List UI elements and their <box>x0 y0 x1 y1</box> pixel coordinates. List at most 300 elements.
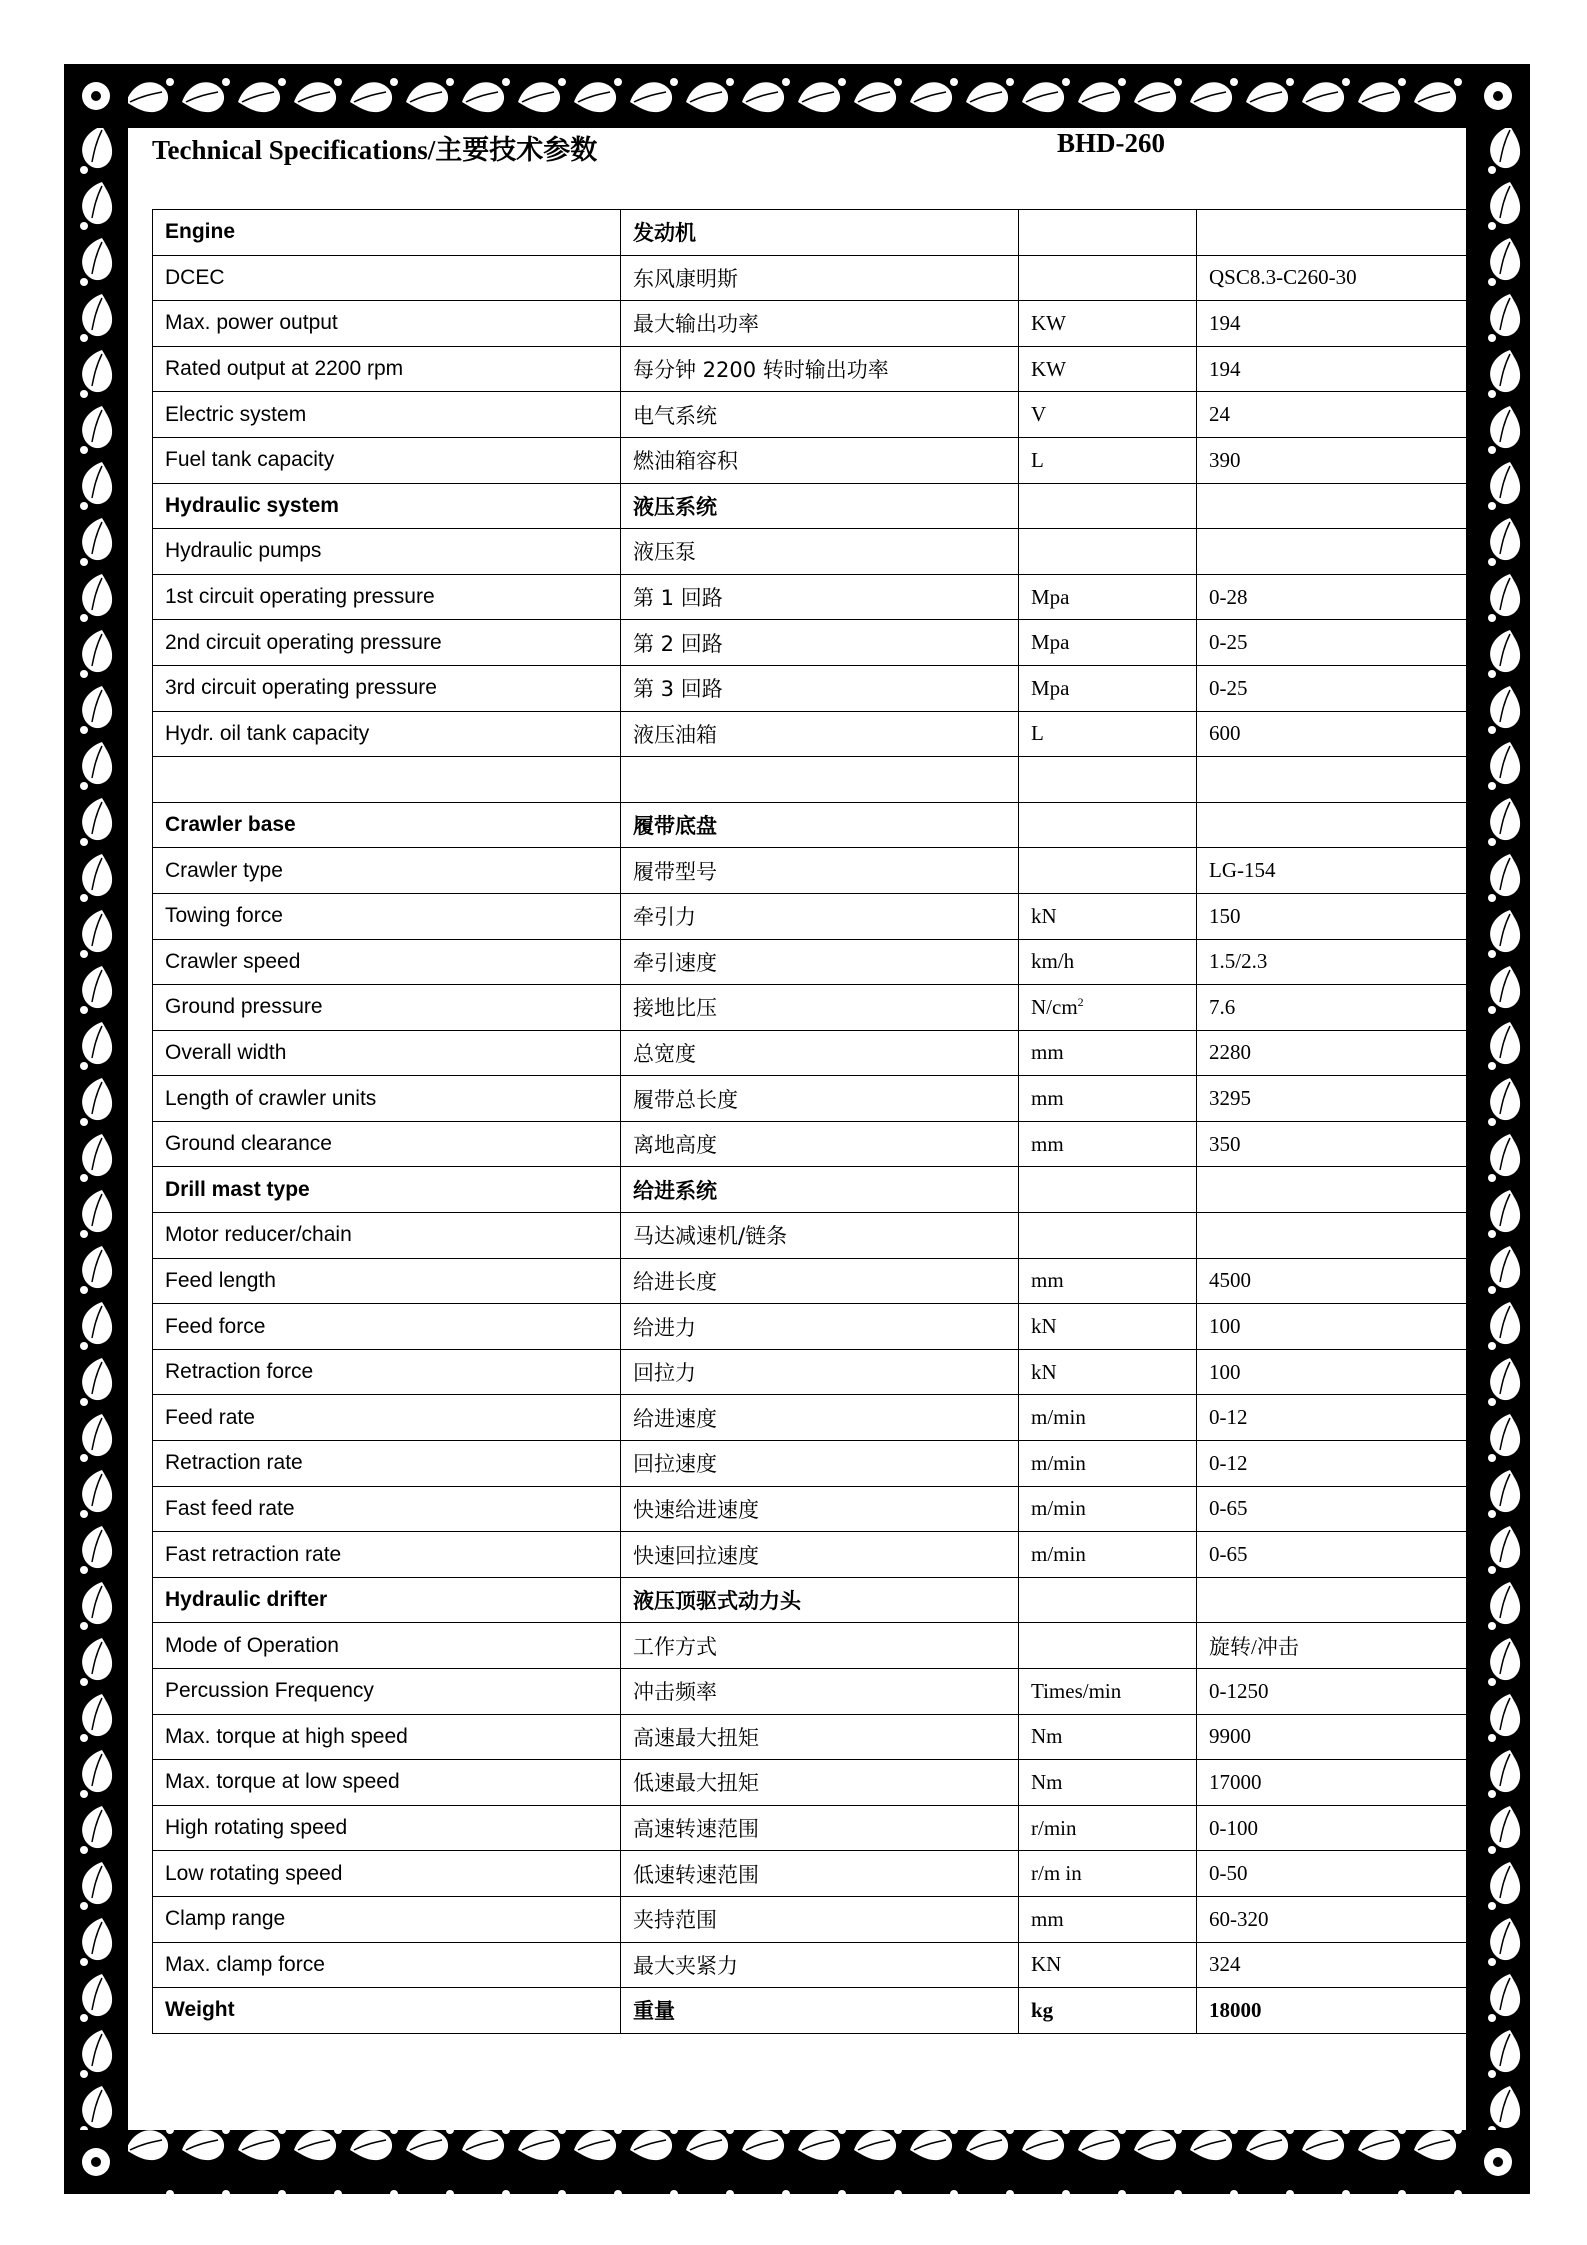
value-cell <box>1197 757 1468 803</box>
parameter-chinese-cell-text: 高速最大扭矩 <box>633 1725 759 1750</box>
parameter-chinese-cell-text: 低速转速范围 <box>633 1862 759 1887</box>
unit-cell-text: N/cm <box>1031 994 1078 1019</box>
unit-cell-text: kN <box>1031 1359 1057 1384</box>
table-row <box>153 1349 1468 1395</box>
value-cell-text: 9900 <box>1209 1724 1251 1749</box>
unit-cell <box>1019 1349 1197 1395</box>
unit-cell <box>1019 574 1197 620</box>
unit-cell <box>1019 1851 1197 1897</box>
unit-cell-text: mm <box>1031 1040 1064 1065</box>
parameter-chinese-cell-text: 高速转速范围 <box>633 1817 759 1842</box>
parameter-chinese-cell-text: 液压泵 <box>633 540 696 565</box>
parameter-chinese-cell <box>621 1669 1019 1715</box>
parameter-name-cell <box>153 1441 621 1487</box>
value-cell <box>1197 1349 1468 1395</box>
parameter-name-cell-text: Length of crawler units <box>165 1086 377 1110</box>
value-cell <box>1197 802 1468 848</box>
value-cell-text: 3295 <box>1209 1086 1251 1111</box>
value-cell-text: 24 <box>1209 402 1230 427</box>
table-row <box>153 939 1468 985</box>
table-row <box>153 893 1468 939</box>
parameter-chinese-cell <box>621 1805 1019 1851</box>
unit-cell-text: Mpa <box>1031 584 1070 609</box>
parameter-name-cell <box>153 1851 621 1897</box>
table-row <box>153 1623 1468 1669</box>
parameter-chinese-cell-text: 回拉力 <box>633 1361 696 1386</box>
unit-cell <box>1019 1577 1197 1623</box>
unit-cell-text: KN <box>1031 1952 1062 1977</box>
parameter-chinese-cell <box>621 1076 1019 1122</box>
parameter-chinese-cell-text: 快速给进速度 <box>633 1497 759 1522</box>
parameter-name-cell <box>153 255 621 301</box>
unit-cell <box>1019 1030 1197 1076</box>
parameter-name-cell-text: Percussion Frequency <box>165 1679 374 1703</box>
unit-cell-text: Times/min <box>1031 1678 1122 1703</box>
parameter-chinese-cell-text: 最大夹紧力 <box>633 1953 738 1978</box>
parameter-chinese-cell <box>621 985 1019 1031</box>
table-row <box>153 1942 1468 1988</box>
unit-cell <box>1019 848 1197 894</box>
parameter-name-cell-text: Weight <box>165 1998 235 2022</box>
value-cell <box>1197 1441 1468 1487</box>
parameter-chinese-cell-text: 液压系统 <box>633 494 717 519</box>
parameter-chinese-cell-text: 牵引速度 <box>633 950 717 975</box>
parameter-chinese-cell-text: 给进力 <box>633 1315 696 1340</box>
value-cell <box>1197 1213 1468 1259</box>
value-cell-text: 2280 <box>1209 1040 1251 1065</box>
parameter-chinese-cell <box>621 1213 1019 1259</box>
parameter-chinese-cell-text: 每分钟 2200 转时输出功率 <box>633 358 889 383</box>
value-cell-text: 7.6 <box>1209 994 1236 1019</box>
value-cell-text: 324 <box>1209 1952 1241 1977</box>
parameter-name-cell-text: Low rotating speed <box>165 1861 343 1885</box>
parameter-chinese-cell <box>621 1714 1019 1760</box>
parameter-name-cell <box>153 665 621 711</box>
value-cell-text: 1.5/2.3 <box>1209 949 1268 974</box>
table-row <box>153 711 1468 757</box>
value-cell-text: 0-25 <box>1209 675 1248 700</box>
parameter-name-cell <box>153 848 621 894</box>
parameter-name-cell <box>153 939 621 985</box>
parameter-name-cell-text: Towing force <box>165 904 283 928</box>
parameter-chinese-cell <box>621 711 1019 757</box>
value-cell-text: 0-1250 <box>1209 1678 1269 1703</box>
parameter-name-cell-text: Retraction rate <box>165 1451 303 1475</box>
value-cell <box>1197 1532 1468 1578</box>
value-cell-text: QSC8.3-C260-30 <box>1209 265 1357 290</box>
parameter-chinese-cell-text: 履带总长度 <box>633 1087 738 1112</box>
parameter-chinese-cell-text: 重量 <box>633 1999 675 2024</box>
value-cell <box>1197 1167 1468 1213</box>
parameter-name-cell-text: Crawler type <box>165 858 283 882</box>
parameter-name-cell <box>153 1076 621 1122</box>
model-number: BHD-260 <box>1057 128 1165 158</box>
parameter-chinese-cell-text: 第 2 回路 <box>633 631 723 656</box>
unit-cell-text: kg <box>1031 1997 1054 2022</box>
value-cell-text: 17000 <box>1209 1769 1262 1794</box>
parameter-chinese-cell <box>621 665 1019 711</box>
value-cell <box>1197 711 1468 757</box>
parameter-name-cell <box>153 574 621 620</box>
unit-cell-text: KW <box>1031 356 1066 381</box>
parameter-chinese-cell <box>621 1304 1019 1350</box>
table-row <box>153 1076 1468 1122</box>
unit-cell <box>1019 985 1197 1031</box>
unit-cell <box>1019 1304 1197 1350</box>
parameter-chinese-cell <box>621 346 1019 392</box>
parameter-name-cell <box>153 1805 621 1851</box>
value-cell <box>1197 574 1468 620</box>
unit-cell <box>1019 665 1197 711</box>
parameter-name-cell <box>153 1258 621 1304</box>
value-cell-text: 350 <box>1209 1131 1241 1156</box>
table-row <box>153 1988 1468 2034</box>
unit-cell-text: m/min <box>1031 1405 1086 1430</box>
unit-cell <box>1019 1942 1197 1988</box>
parameter-name-cell-text: 1st circuit operating pressure <box>165 585 435 609</box>
parameter-name-cell <box>153 1760 621 1806</box>
parameter-name-cell-text: Drill mast type <box>165 1177 310 1201</box>
parameter-name-cell-text: Max. clamp force <box>165 1952 325 1976</box>
parameter-chinese-cell <box>621 1851 1019 1897</box>
parameter-chinese-cell <box>621 255 1019 301</box>
parameter-name-cell-text: Hydraulic drifter <box>165 1588 328 1612</box>
parameter-chinese-cell-text: 低速最大扭矩 <box>633 1771 759 1796</box>
parameter-chinese-cell-text: 发动机 <box>633 221 696 246</box>
parameter-name-cell-text: Hydraulic system <box>165 493 339 517</box>
table-row <box>153 210 1468 256</box>
value-cell <box>1197 346 1468 392</box>
unit-cell <box>1019 757 1197 803</box>
table-row <box>153 1896 1468 1942</box>
parameter-chinese-cell-text: 牵引力 <box>633 905 696 930</box>
unit-cell-text: Nm <box>1031 1769 1063 1794</box>
parameter-chinese-cell <box>621 301 1019 347</box>
parameter-name-cell <box>153 985 621 1031</box>
parameter-chinese-cell <box>621 1942 1019 1988</box>
value-cell <box>1197 1577 1468 1623</box>
parameter-name-cell-text: Mode of Operation <box>165 1633 339 1657</box>
value-cell-text: 100 <box>1209 1314 1241 1339</box>
parameter-name-cell-text: Fast feed rate <box>165 1496 295 1520</box>
value-cell <box>1197 1623 1468 1669</box>
document-header <box>152 128 1352 178</box>
value-cell-text: 60-320 <box>1209 1906 1269 1931</box>
value-cell <box>1197 1942 1468 1988</box>
parameter-name-cell-text: Ground clearance <box>165 1132 332 1156</box>
parameter-chinese-cell <box>621 893 1019 939</box>
parameter-chinese-cell-text: 履带底盘 <box>633 814 717 839</box>
value-cell <box>1197 939 1468 985</box>
unit-cell <box>1019 210 1197 256</box>
table-row <box>153 1577 1468 1623</box>
value-cell-text: LG-154 <box>1209 858 1276 883</box>
parameter-name-cell <box>153 1304 621 1350</box>
parameter-name-cell <box>153 1532 621 1578</box>
parameter-name-cell-text: Rated output at 2200 rpm <box>165 357 404 381</box>
value-cell-text: 600 <box>1209 721 1241 746</box>
unit-cell <box>1019 392 1197 438</box>
unit-cell <box>1019 437 1197 483</box>
table-row <box>153 1669 1468 1715</box>
unit-cell <box>1019 1896 1197 1942</box>
value-cell <box>1197 1714 1468 1760</box>
parameter-chinese-cell <box>621 1258 1019 1304</box>
value-cell <box>1197 620 1468 666</box>
parameter-chinese-cell <box>621 1349 1019 1395</box>
parameter-chinese-cell <box>621 1167 1019 1213</box>
table-row <box>153 1395 1468 1441</box>
unit-cell-text: mm <box>1031 1086 1064 1111</box>
unit-cell-text: r/m in <box>1031 1861 1082 1886</box>
parameter-chinese-cell-text: 离地高度 <box>633 1133 717 1158</box>
unit-cell <box>1019 711 1197 757</box>
value-cell-text: 0-12 <box>1209 1405 1248 1430</box>
parameter-chinese-cell <box>621 1577 1019 1623</box>
parameter-chinese-cell-text: 快速回拉速度 <box>633 1543 759 1568</box>
value-cell <box>1197 1851 1468 1897</box>
parameter-name-cell <box>153 529 621 575</box>
parameter-chinese-cell-text: 回拉速度 <box>633 1452 717 1477</box>
value-cell <box>1197 1030 1468 1076</box>
parameter-chinese-cell-text: 东风康明斯 <box>633 266 738 291</box>
parameter-chinese-cell-text: 履带型号 <box>633 859 717 884</box>
value-cell <box>1197 210 1468 256</box>
parameter-name-cell <box>153 620 621 666</box>
table-row <box>153 1304 1468 1350</box>
parameter-chinese-cell <box>621 1623 1019 1669</box>
unit-cell-text: L <box>1031 447 1044 472</box>
value-cell <box>1197 1486 1468 1532</box>
table-row <box>153 1167 1468 1213</box>
unit-cell-text: m/min <box>1031 1496 1086 1521</box>
value-cell <box>1197 255 1468 301</box>
unit-cell-text: V <box>1031 402 1047 427</box>
table-row <box>153 529 1468 575</box>
value-cell <box>1197 1304 1468 1350</box>
parameter-chinese-cell <box>621 1121 1019 1167</box>
table-row <box>153 1486 1468 1532</box>
unit-cell-text: Nm <box>1031 1724 1063 1749</box>
table-row <box>153 301 1468 347</box>
parameter-name-cell <box>153 483 621 529</box>
parameter-chinese-cell-text: 液压油箱 <box>633 722 717 747</box>
parameter-name-cell-text: Engine <box>165 220 236 244</box>
parameter-chinese-cell <box>621 802 1019 848</box>
table-row <box>153 483 1468 529</box>
parameter-chinese-cell <box>621 437 1019 483</box>
unit-cell-text: Mpa <box>1031 675 1070 700</box>
value-cell-text: 0-28 <box>1209 584 1248 609</box>
parameter-name-cell-text: Feed force <box>165 1314 266 1338</box>
parameter-chinese-cell <box>621 392 1019 438</box>
unit-cell-text: m/min <box>1031 1450 1086 1475</box>
unit-cell <box>1019 1805 1197 1851</box>
parameter-name-cell-text: Crawler base <box>165 813 296 837</box>
parameter-chinese-cell-text: 夹持范围 <box>633 1908 717 1933</box>
value-cell <box>1197 985 1468 1031</box>
table-row <box>153 346 1468 392</box>
parameter-chinese-cell-text: 接地比压 <box>633 996 717 1021</box>
table-row <box>153 1805 1468 1851</box>
value-cell-text: 0-25 <box>1209 630 1248 655</box>
unit-cell <box>1019 346 1197 392</box>
value-cell-text: 18000 <box>1209 1997 1262 2022</box>
unit-cell <box>1019 255 1197 301</box>
parameter-name-cell-text: Hydraulic pumps <box>165 539 322 563</box>
parameter-name-cell-text: Retraction force <box>165 1360 314 1384</box>
unit-cell <box>1019 1441 1197 1487</box>
table-row <box>153 620 1468 666</box>
unit-cell <box>1019 1714 1197 1760</box>
parameter-name-cell-text: Feed length <box>165 1268 276 1292</box>
parameter-name-cell-text: Overall width <box>165 1040 287 1064</box>
parameter-name-cell <box>153 1669 621 1715</box>
table-row <box>153 1121 1468 1167</box>
parameter-name-cell <box>153 1030 621 1076</box>
table-row <box>153 1030 1468 1076</box>
parameter-name-cell <box>153 1167 621 1213</box>
unit-cell <box>1019 1258 1197 1304</box>
parameter-name-cell <box>153 1121 621 1167</box>
value-cell <box>1197 1805 1468 1851</box>
parameter-chinese-cell <box>621 529 1019 575</box>
parameter-chinese-cell-text: 液压顶驱式动力头 <box>633 1589 801 1614</box>
value-cell-text: 150 <box>1209 903 1241 928</box>
parameter-name-cell-text: Max. torque at high speed <box>165 1724 408 1748</box>
table-row <box>153 1760 1468 1806</box>
parameter-chinese-cell-text: 马达减速机/链条 <box>633 1224 788 1249</box>
table-row <box>153 1532 1468 1578</box>
parameter-name-cell-text: Max. power output <box>165 311 338 335</box>
value-cell <box>1197 893 1468 939</box>
value-cell-text: 0-12 <box>1209 1450 1248 1475</box>
table-row <box>153 665 1468 711</box>
table-row <box>153 802 1468 848</box>
parameter-name-cell <box>153 1213 621 1259</box>
table-row <box>153 848 1468 894</box>
table-row <box>153 574 1468 620</box>
value-cell <box>1197 483 1468 529</box>
parameter-chinese-cell <box>621 1441 1019 1487</box>
parameter-name-cell-text: Motor reducer/chain <box>165 1223 352 1247</box>
parameter-name-cell-text: Crawler speed <box>165 949 301 973</box>
unit-cell <box>1019 939 1197 985</box>
unit-cell <box>1019 301 1197 347</box>
value-cell-text: 0-65 <box>1209 1496 1248 1521</box>
parameter-chinese-cell <box>621 1395 1019 1441</box>
unit-superscript: 2 <box>1077 994 1084 1009</box>
specifications-table <box>152 209 1468 2034</box>
unit-cell <box>1019 483 1197 529</box>
table-row <box>153 757 1468 803</box>
unit-cell-text: KW <box>1031 310 1066 335</box>
parameter-chinese-cell-text: 工作方式 <box>633 1634 717 1659</box>
parameter-name-cell <box>153 1896 621 1942</box>
value-cell <box>1197 1760 1468 1806</box>
unit-cell <box>1019 1076 1197 1122</box>
value-cell <box>1197 1121 1468 1167</box>
parameter-chinese-cell <box>621 1988 1019 2034</box>
value-cell <box>1197 1076 1468 1122</box>
parameter-chinese-cell <box>621 483 1019 529</box>
value-cell-text: 100 <box>1209 1359 1241 1384</box>
unit-cell <box>1019 802 1197 848</box>
parameter-chinese-cell <box>621 210 1019 256</box>
parameter-name-cell <box>153 437 621 483</box>
parameter-chinese-cell-text: 冲击频率 <box>633 1680 717 1705</box>
parameter-chinese-cell-text: 最大输出功率 <box>633 312 759 337</box>
value-cell <box>1197 848 1468 894</box>
parameter-name-cell-text: DCEC <box>165 265 225 289</box>
parameter-name-cell <box>153 210 621 256</box>
parameter-name-cell <box>153 392 621 438</box>
unit-cell-text: kN <box>1031 1314 1057 1339</box>
parameter-name-cell <box>153 757 621 803</box>
parameter-name-cell-text: Feed rate <box>165 1405 255 1429</box>
parameter-chinese-cell <box>621 1532 1019 1578</box>
table-row <box>153 985 1468 1031</box>
parameter-name-cell-text: Clamp range <box>165 1907 286 1931</box>
parameter-chinese-cell <box>621 1760 1019 1806</box>
unit-cell <box>1019 1121 1197 1167</box>
parameter-name-cell-text: High rotating speed <box>165 1816 348 1840</box>
parameter-chinese-cell <box>621 574 1019 620</box>
page-title: Technical Specifications/主要技术参数 <box>152 135 598 165</box>
unit-cell <box>1019 1623 1197 1669</box>
value-cell-text: 0-65 <box>1209 1542 1248 1567</box>
value-cell-text: 0-50 <box>1209 1861 1248 1886</box>
parameter-name-cell <box>153 1942 621 1988</box>
parameter-name-cell-text: Fuel tank capacity <box>165 448 335 472</box>
parameter-chinese-cell <box>621 1896 1019 1942</box>
parameter-name-cell <box>153 711 621 757</box>
parameter-chinese-cell <box>621 939 1019 985</box>
parameter-chinese-cell <box>621 757 1019 803</box>
parameter-chinese-cell <box>621 848 1019 894</box>
value-cell <box>1197 665 1468 711</box>
value-cell <box>1197 1988 1468 2034</box>
unit-cell-text: r/min <box>1031 1815 1077 1840</box>
value-cell <box>1197 392 1468 438</box>
value-cell-text: 194 <box>1209 310 1241 335</box>
parameter-name-cell <box>153 1623 621 1669</box>
parameter-name-cell-text: 2nd circuit operating pressure <box>165 630 442 654</box>
parameter-chinese-cell-text: 给进系统 <box>633 1178 717 1203</box>
parameter-name-cell <box>153 1577 621 1623</box>
table-row <box>153 1213 1468 1259</box>
value-cell <box>1197 301 1468 347</box>
parameter-name-cell <box>153 1395 621 1441</box>
parameter-name-cell-text: Electric system <box>165 402 307 426</box>
unit-cell-text: L <box>1031 721 1044 746</box>
parameter-name-cell <box>153 893 621 939</box>
unit-cell-text: m/min <box>1031 1542 1086 1567</box>
parameter-name-cell-text: 3rd circuit operating pressure <box>165 676 437 700</box>
table-row <box>153 437 1468 483</box>
unit-cell-text: mm <box>1031 1268 1064 1293</box>
parameter-chinese-cell <box>621 1030 1019 1076</box>
value-cell-text: 0-100 <box>1209 1815 1258 1840</box>
parameter-name-cell <box>153 802 621 848</box>
unit-cell <box>1019 1669 1197 1715</box>
parameter-name-cell-text: Hydr. oil tank capacity <box>165 721 370 745</box>
value-cell-text: 旋转/冲击 <box>1209 1634 1299 1659</box>
value-cell <box>1197 1258 1468 1304</box>
unit-cell <box>1019 529 1197 575</box>
value-cell-text: 390 <box>1209 447 1241 472</box>
unit-cell <box>1019 1395 1197 1441</box>
